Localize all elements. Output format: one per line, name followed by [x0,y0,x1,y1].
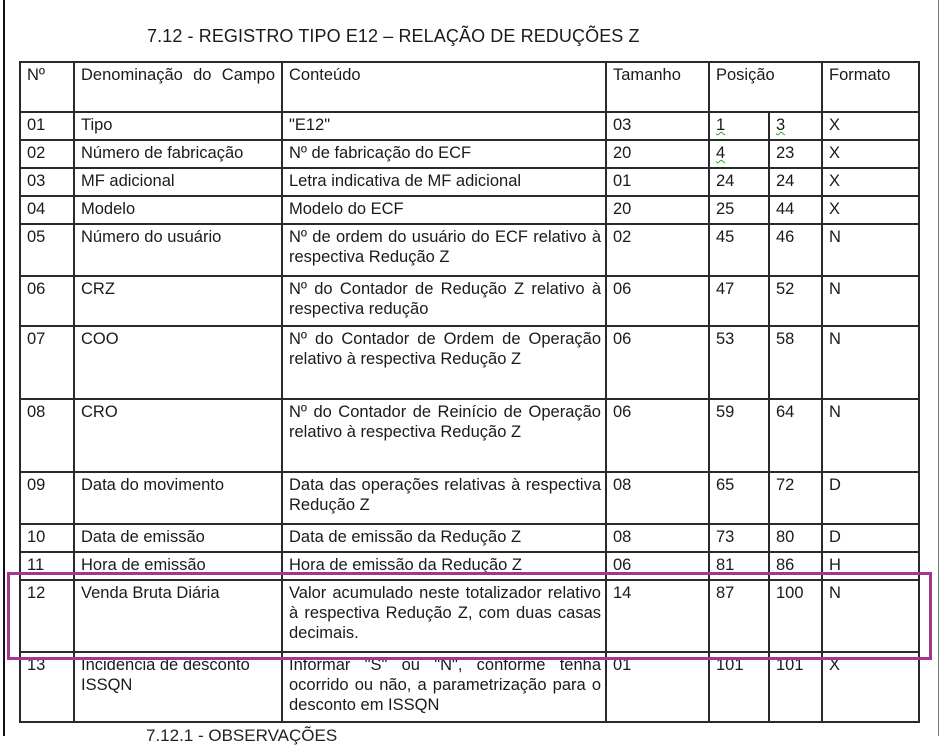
cell-pos-fim: 46 [769,224,822,276]
cell-no: 13 [20,652,74,722]
table-row [20,399,919,472]
table-row [20,276,919,326]
header-no: Nº [20,62,74,112]
cell-tamanho: 14 [606,580,709,652]
cell-formato: X [822,652,919,722]
next-section-fragment: 7.12.1 - OBSERVAÇÕES [146,726,338,745]
cell-pos-fim: 44 [769,196,822,224]
cell-tamanho: 06 [606,326,709,399]
cell-conteudo: Valor acumulado neste totalizador relativo à respectiva Redução Z, com duas casas decimais. [282,580,606,652]
cell-tamanho: 06 [606,552,709,580]
cell-no: 08 [20,399,74,472]
cell-pos-fim: 23 [769,140,822,168]
cell-conteudo: Nº do Contador de Redução Z relativo à respectiva redução [282,276,606,326]
cell-conteudo: Data de emissão da Redução Z [282,524,606,552]
cell-tamanho: 02 [606,224,709,276]
cell-pos-fim: 86 [769,552,822,580]
cell-campo: COO [74,326,282,399]
cell-formato: X [822,140,919,168]
header-campo: Denominação do Campo [74,62,282,112]
cell-campo: Data de emissão [74,524,282,552]
cell-pos-ini: 25 [709,196,769,224]
cell-pos-ini: 24 [709,168,769,196]
cell-pos-ini: 53 [709,326,769,399]
cell-tamanho: 08 [606,524,709,552]
header-tamanho: Tamanho [606,62,709,112]
cell-conteudo: Nº do Contador de Reinício de Operação relativo à respectiva Redução Z [282,399,606,472]
cell-pos-ini: 65 [709,472,769,524]
table-row [20,524,919,552]
cell-campo: Incidência de desconto ISSQN [74,652,282,722]
cell-formato: N [822,276,919,326]
cell-campo: Número do usuário [74,224,282,276]
cell-pos-ini: 59 [709,399,769,472]
table-row [20,326,919,399]
cell-no: 04 [20,196,74,224]
cell-campo: Tipo [74,112,282,140]
cell-no: 06 [20,276,74,326]
register-table [19,61,920,723]
cell-tamanho: 20 [606,196,709,224]
cell-tamanho: 01 [606,168,709,196]
cell-formato: X [822,168,919,196]
table-row [20,140,919,168]
cell-formato: X [822,196,919,224]
cell-conteudo: "E12" [282,112,606,140]
cell-pos-ini: 45 [709,224,769,276]
cell-campo: CRO [74,399,282,472]
cell-conteudo: Letra indicativa de MF adicional [282,168,606,196]
cell-no: 05 [20,224,74,276]
cell-pos-fim: 64 [769,399,822,472]
table-row [20,112,919,140]
cell-campo: Venda Bruta Diária [74,580,282,652]
cell-no: 10 [20,524,74,552]
cell-tamanho: 08 [606,472,709,524]
table-row [20,552,919,580]
cell-conteudo: Informar "S" ou "N", conforme tenha ocorrido ou não, a parametrização para o desconto em ISSQN [282,652,606,722]
page-left-border [3,0,5,736]
cell-campo: Número de fabricação [74,140,282,168]
cell-tamanho: 06 [606,399,709,472]
cell-tamanho: 03 [606,112,709,140]
cell-pos-fim: 52 [769,276,822,326]
cell-campo: Modelo [74,196,282,224]
cell-conteudo: Nº do Contador de Ordem de Operação relativo à respectiva Redução Z [282,326,606,399]
cell-formato: X [822,112,919,140]
cell-pos-fim: 72 [769,472,822,524]
pos-fim-text: 3 [776,116,786,134]
cell-conteudo: Data das operações relativas à respectiva Redução Z [282,472,606,524]
cell-campo: Hora de emissão [74,552,282,580]
cell-formato: N [822,399,919,472]
cell-formato: H [822,552,919,580]
page-right-border [938,0,939,736]
cell-no: 03 [20,168,74,196]
cell-pos-fim: 80 [769,524,822,552]
cell-pos-fim: 100 [769,580,822,652]
cell-tamanho: 01 [606,652,709,722]
cell-formato: N [822,224,919,276]
cell-conteudo: Modelo do ECF [282,196,606,224]
pos-ini-text: 1 [716,116,726,134]
cell-campo: CRZ [74,276,282,326]
cell-pos-ini: 87 [709,580,769,652]
cell-pos-ini [709,112,769,140]
cell-conteudo: Nº de ordem do usuário do ECF relativo à respectiva Redução Z [282,224,606,276]
cell-pos-ini: 81 [709,552,769,580]
cell-tamanho: 06 [606,276,709,326]
cell-pos-fim: 24 [769,168,822,196]
header-conteudo: Conteúdo [282,62,606,112]
cell-pos-ini: 101 [709,652,769,722]
cell-formato: N [822,580,919,652]
cell-conteudo: Nº de fabricação do ECF [282,140,606,168]
cell-formato: D [822,472,919,524]
table-row [20,580,919,652]
table-header-row [20,62,919,112]
cell-no: 07 [20,326,74,399]
table-row [20,168,919,196]
cell-no: 02 [20,140,74,168]
table-row [20,224,919,276]
cell-pos-ini: 73 [709,524,769,552]
table-row [20,196,919,224]
cell-no: 11 [20,552,74,580]
cell-pos-fim: 58 [769,326,822,399]
table-row [20,652,919,722]
table-row [20,472,919,524]
cell-no: 12 [20,580,74,652]
cell-pos-ini: 47 [709,276,769,326]
pos-ini-text: 4 [716,144,726,162]
header-posicao: Posição [709,62,822,112]
section-title: 7.12 - REGISTRO TIPO E12 – RELAÇÃO DE REDUÇÕES Z [147,26,640,46]
cell-conteudo: Hora de emissão da Redução Z [282,552,606,580]
cell-pos-fim: 101 [769,652,822,722]
cell-tamanho: 20 [606,140,709,168]
header-formato: Formato [822,62,919,112]
cell-no: 01 [20,112,74,140]
cell-pos-ini [709,140,769,168]
cell-pos-fim [769,112,822,140]
cell-formato: D [822,524,919,552]
cell-campo: MF adicional [74,168,282,196]
cell-campo: Data do movimento [74,472,282,524]
cell-formato: N [822,326,919,399]
cell-no: 09 [20,472,74,524]
